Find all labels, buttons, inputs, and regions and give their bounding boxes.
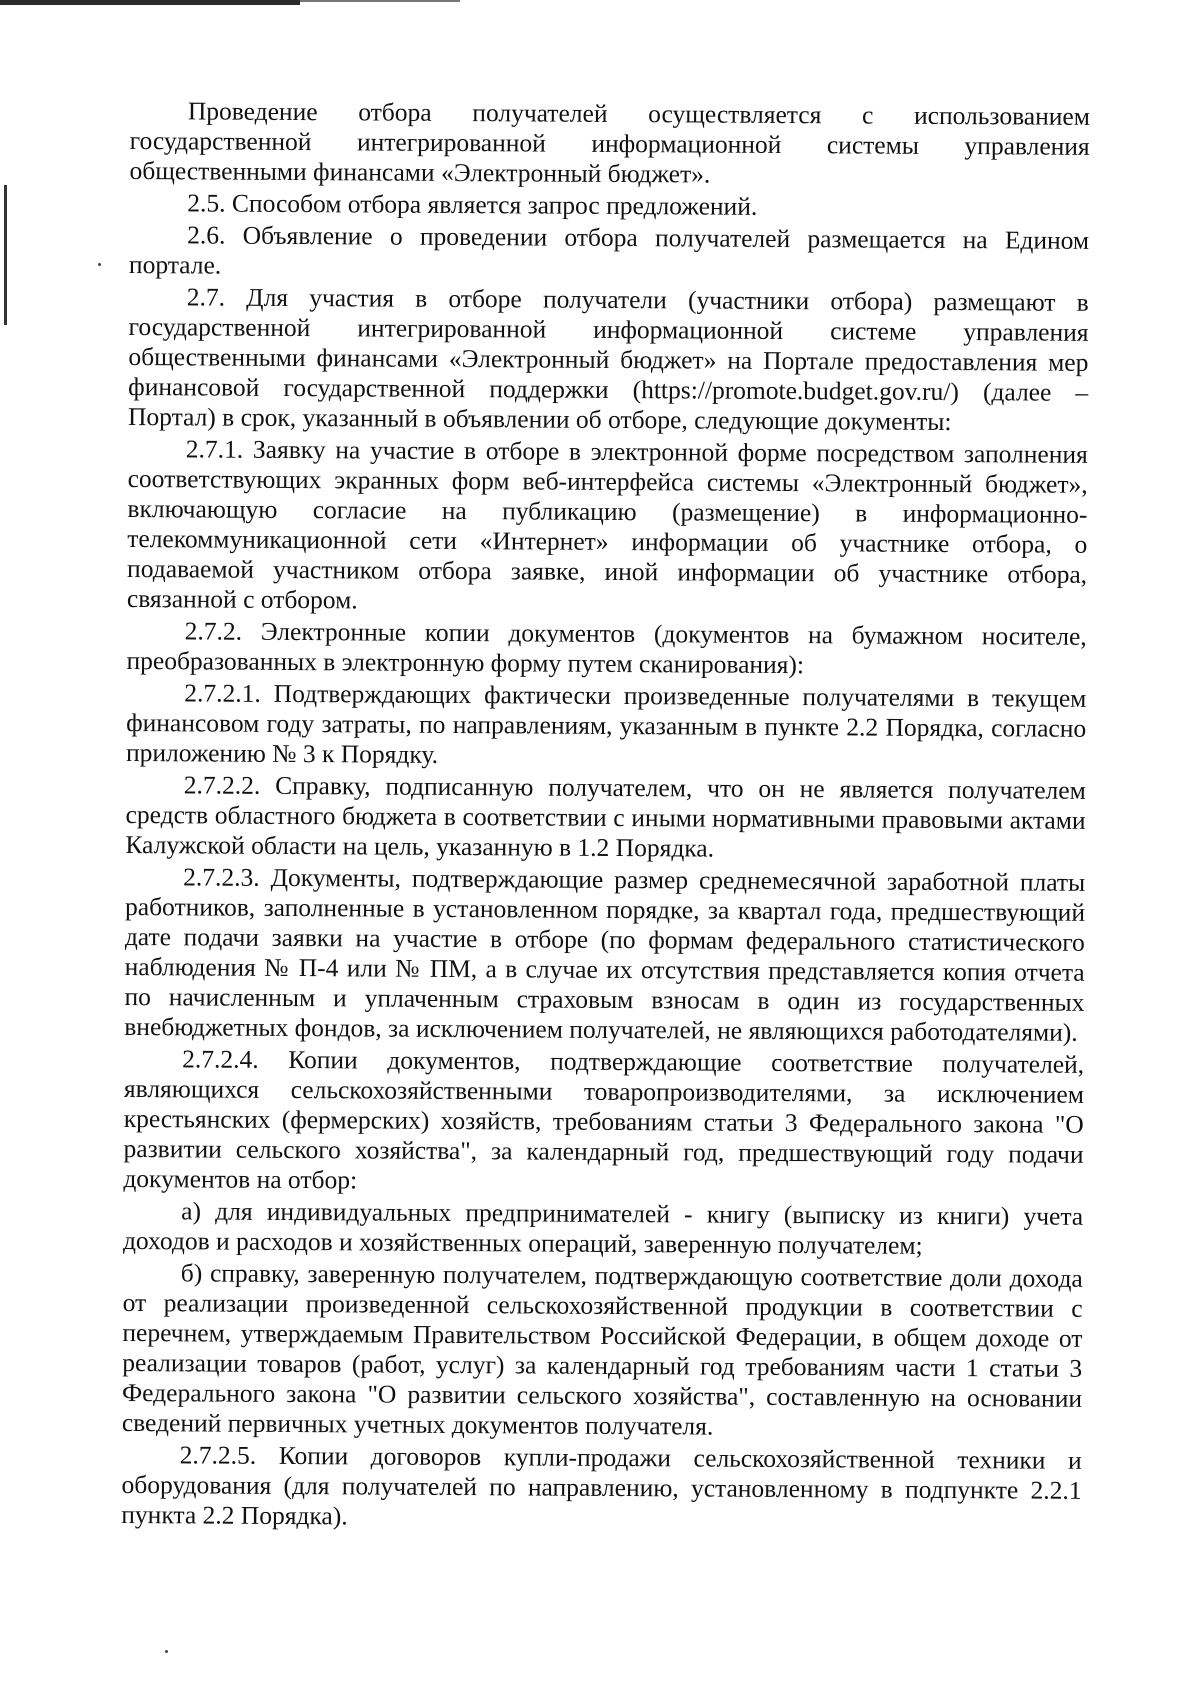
- paragraph-item-a: а) для индивидуальных предпринимателей - книгу (выписку из книги) учета доходов и расходов и хозяйственных операций, заверенную получателем;: [122, 1196, 1084, 1260]
- paragraph-2-7-1: 2.7.1. Заявку на участие в отборе в электронной форме посредством заполнения соответствующих экранных форм веб-интерфейса системы «Электронный бюджет», включающую согласие на публикацию (размещение) в информационно-телекоммуникационной сети «Интернет» информации об участнике отбора, о подаваемой участником отбора заявке, иной информации об участнике отбора, связанной с отбором.: [126, 434, 1088, 615]
- scan-speck: [98, 263, 101, 266]
- scan-edge-top-faint: [300, 0, 460, 2]
- scan-speck: [165, 1650, 168, 1653]
- paragraph-2-6: 2.6. Объявление о проведении отбора получателей размещается на Едином портале.: [128, 220, 1090, 280]
- paragraph-2-7-2-4: 2.7.2.4. Копии документов, подтверждающие соответствие получателей, являющихся сельскохозяйственными товаропроизводителями, за исключением крестьянских (фермерских) хозяйств, требованиям статьи 3 Федерального закона "О развитии сельского хозяйства", за календарный год, предшествующий году подачи документов на отбор:: [123, 1044, 1085, 1195]
- paragraph-intro: Проведение отбора получателей осуществляется с использованием государственной интегрированной информационной системы управления общественными финансами «Электронный бюджет».: [129, 96, 1090, 189]
- paragraph-2-7-2: 2.7.2. Электронные копии документов (документов на бумажном носителе, преобразованных в электронную форму путем сканирования):: [126, 616, 1087, 680]
- document-page: [121, 96, 1090, 1538]
- paragraph-2-7-2-1: 2.7.2.1. Подтверждающих фактически произведенные получателями в текущем финансовом году затраты, по направлениям, указанным в пункте 2.2 Порядка, согласно приложению № 3 к Порядку.: [125, 678, 1087, 769]
- paragraph-2-7: 2.7. Для участия в отборе получатели (участники отбора) размещают в государственной интегрированной информационной системе управления общественными финансами «Электронный бюджет» на Портале предоставления мер финансовой государственной поддержки (https://promote.budget.gov.ru/) (далее – Портал) в срок, указанный в объявлении об отборе, следующие документы:: [127, 282, 1089, 437]
- paragraph-2-7-2-2: 2.7.2.2. Справку, подписанную получателем, что он не является получателем средств областного бюджета в соответствии с иными нормативными правовыми актами Калужской области на цель, указанную в 1.2 Порядка.: [125, 770, 1086, 863]
- scan-edge-top: [0, 0, 300, 5]
- paragraph-2-7-2-5: 2.7.2.5. Копии договоров купли-продажи сельскохозяйственной техники и оборудования (для получателей по направлению, установленному в подпункте 2.2.1 пункта 2.2 Порядка).: [121, 1440, 1082, 1531]
- paragraph-2-7-2-3: 2.7.2.3. Документы, подтверждающие размер среднемесячной заработной платы работников, заполненные в установленном порядке, за квартал года, предшествующий дате подачи заявки на участие в отборе (по формам федерального статистического наблюдения № П-4 или № ПМ, а в случае их отсутствия представляется копия отчета по начисленным и уплаченным страховым взносам в один из государственных внебюджетных фондов, за исключением получателей, не являющихся работодателями).: [124, 862, 1086, 1047]
- scan-mark-left: [4, 185, 7, 325]
- paragraph-2-5: 2.5. Способом отбора является запрос предложений.: [187, 188, 758, 221]
- paragraph-item-b: б) справку, заверенную получателем, подтверждающую соответствие доли дохода от реализации произведенной сельскохозяйственной продукции в соответствии с перечнем, утверждаемым Правительством Российской Федерации, в общем доходе от реализации товаров (работ, услуг) за календарный год требованиям части 1 статьи 3 Федерального закона "О развитии сельского хозяйства", составленную на основании сведений первичных учетных документов получателя.: [121, 1258, 1083, 1441]
